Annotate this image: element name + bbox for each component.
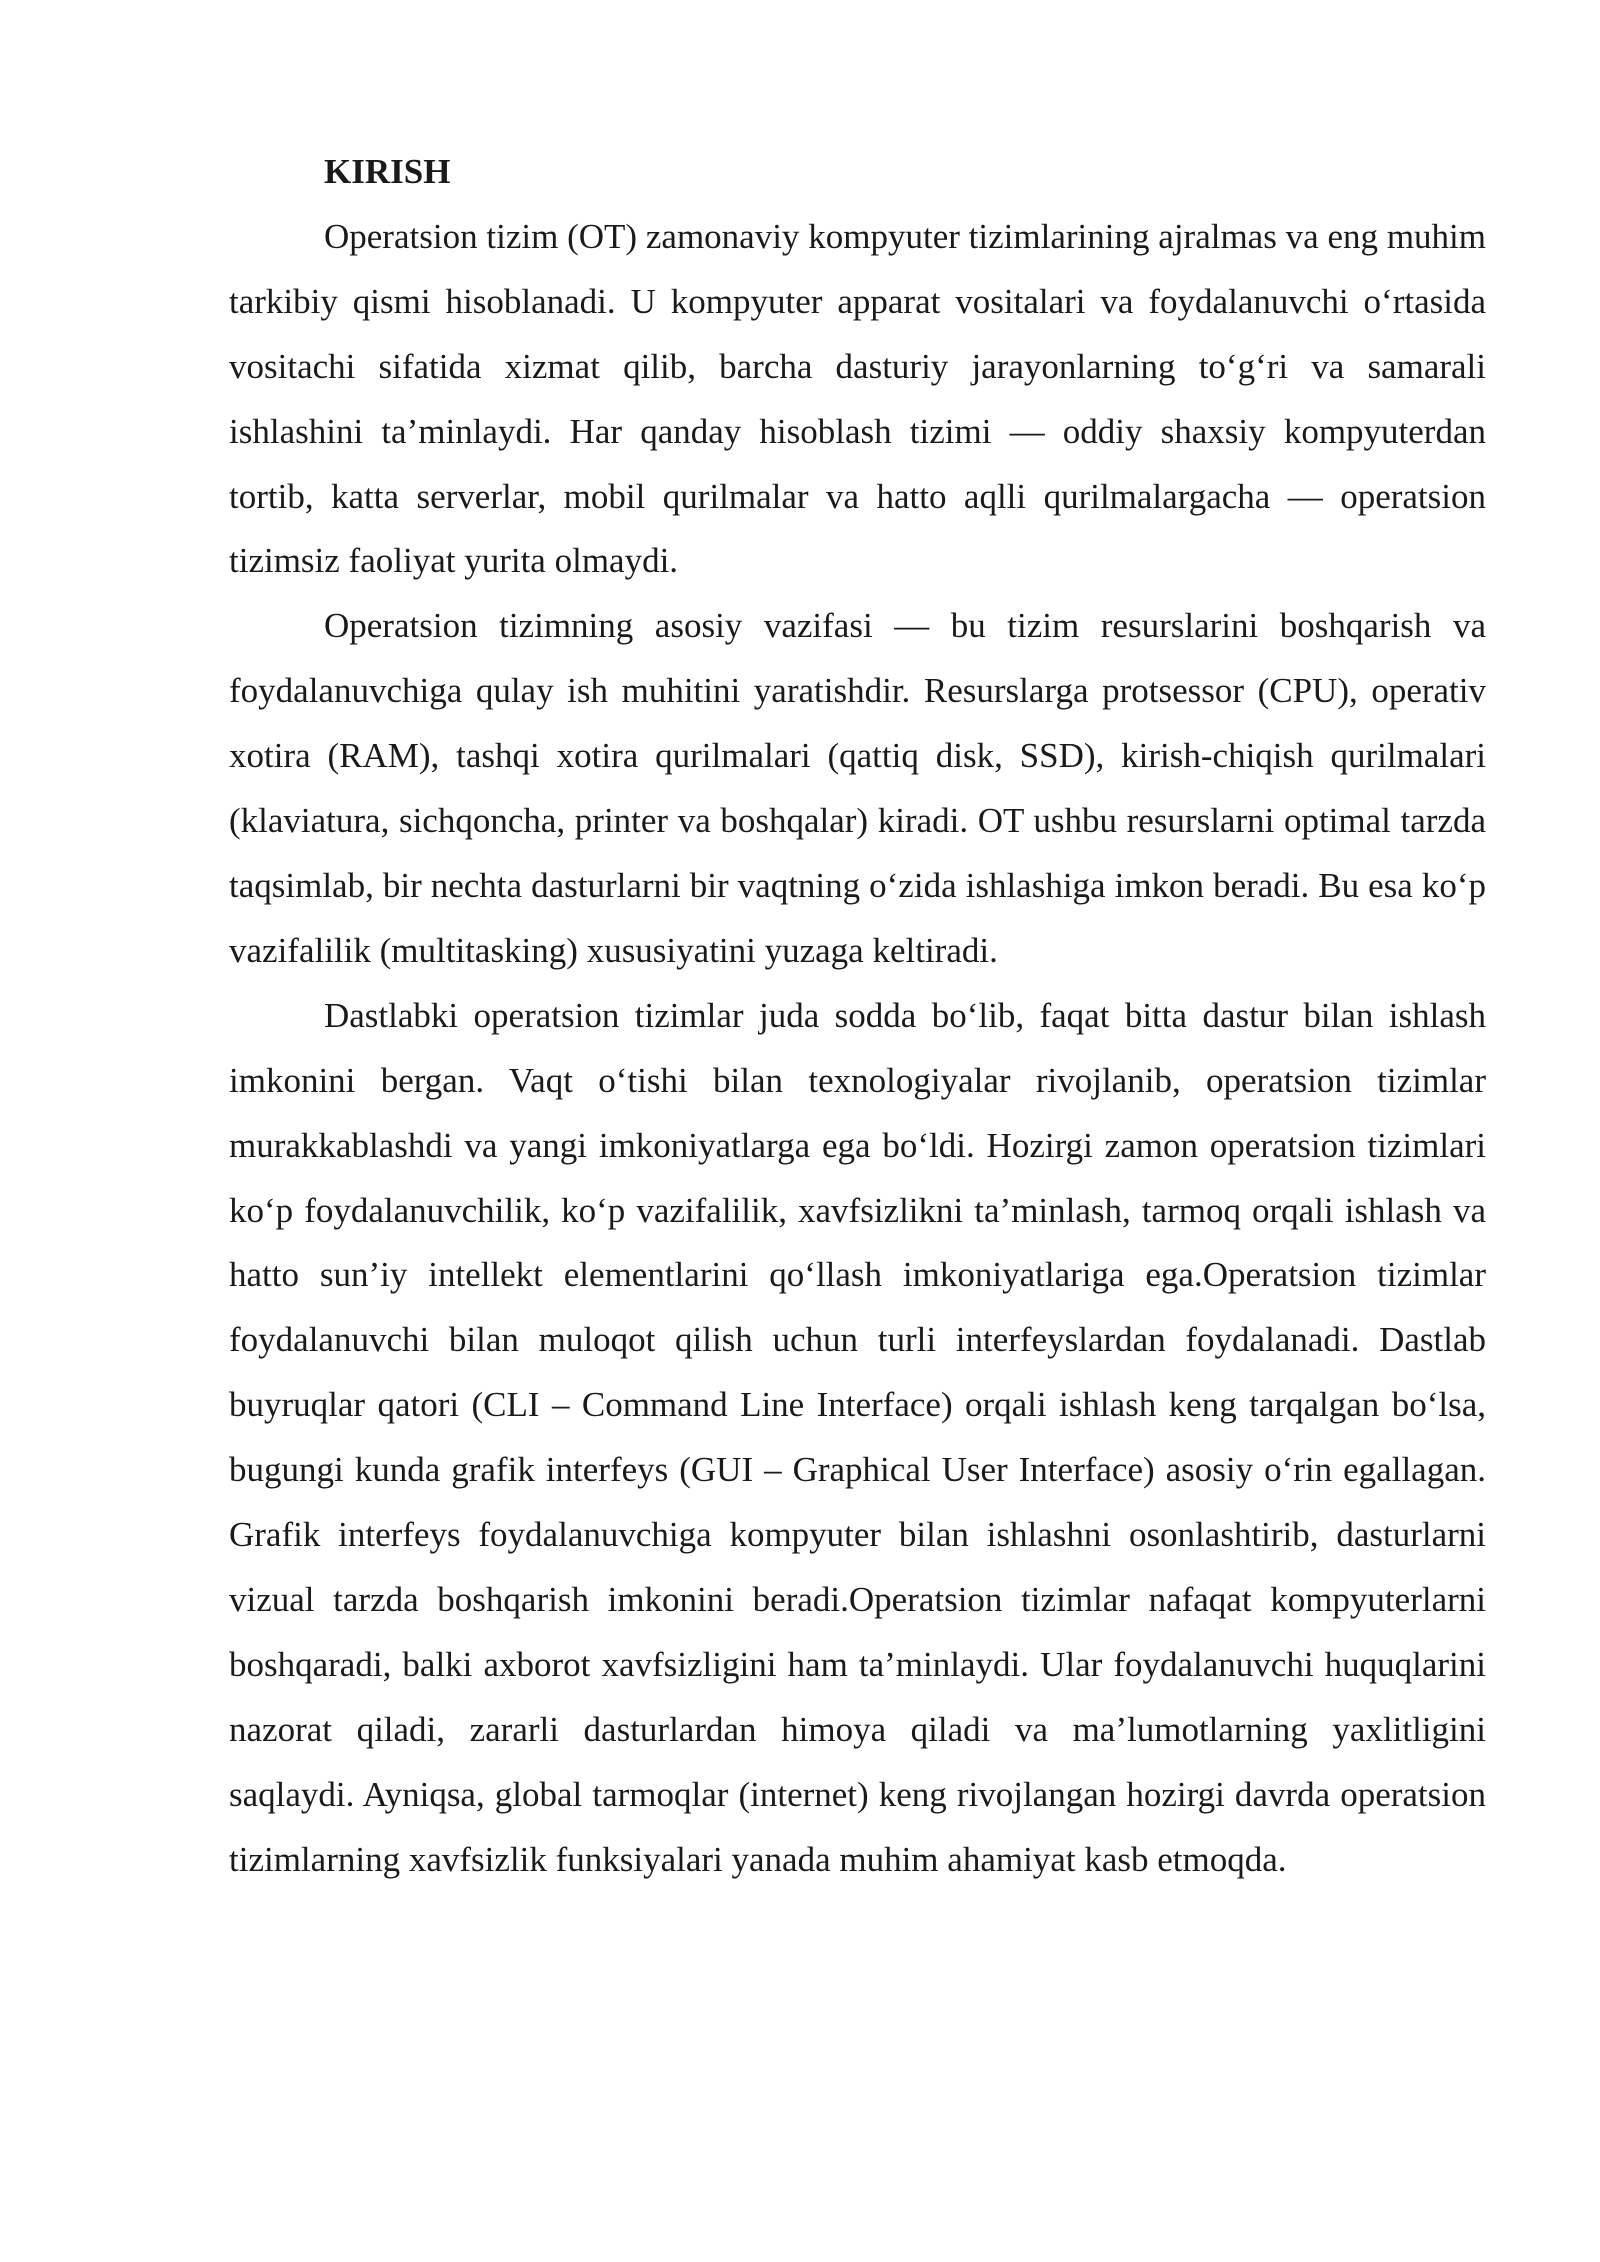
paragraph-3: Dastlabki operatsion tizimlar juda sodda bo‘lib, faqat bitta dastur bilan ishlash imkonini bergan. Vaqt o‘tishi bilan texnologiyalar rivojlanib, operatsion tizimlar murakkablashdi va yangi imkoniyatlarga ega bo‘ldi. Hozirgi zamon operatsion tizimlari ko‘p foydalanuvchilik, ko‘p vazifalilik, xavfsizlikni ta’minlash, tarmoq orqali ishlash va hatto sun’iy intellekt elementlarini qo‘llash imkoniyatlariga ega.Operatsion tizimlar foydalanuvchi bilan muloqot qilish uchun turli interfeyslardan foydalanadi. Dastlab buyruqlar qatori (CLI – Command Line Interface) orqali ishlash keng tarqalgan bo‘lsa, bugungi kunda grafik interfeys (GUI – Graphical User Interface) asosiy o‘rin egallagan. Grafik interfeys foydalanuvchiga kompyuter bilan ishlashni osonlashtirib, dasturlarni vizual tarzda boshqarish imkonini beradi.Operatsion tizimlar nafaqat kompyuterlarni boshqaradi, balki axborot xavfsizligini ham ta’minlaydi. Ular foydalanuvchi huquqlarini nazorat qiladi, zararli dasturlardan himoya qiladi va ma’lumotlarning yaxlitligini saqlaydi. Ayniqsa, global tarmoqlar (internet) keng rivojlangan hozirgi davrda operatsion tizimlarning xavfsizlik funksiyalari yanada muhim ahamiyat kasb etmoqda. [229, 995, 1486, 1879]
document-body [229, 140, 1486, 1892]
paragraph-1: Operatsion tizim (OT) zamonaviy kompyuter tizimlarining ajralmas va eng muhim tarkibiy qismi hisoblanadi. U kompyuter apparat vositalari va foydalanuvchi o‘rtasida vositachi sifatida xizmat qilib, barcha dasturiy jarayonlarning to‘g‘ri va samarali ishlashini ta’minlaydi. Har qanday hisoblash tizimi — oddiy shaxsiy kompyuterdan tortib, katta serverlar, mobil qurilmalar va hatto aqlli qurilmalargacha — operatsion tizimsiz faoliyat yurita olmaydi. [229, 216, 1486, 581]
paragraph-2: Operatsion tizimning asosiy vazifasi — bu tizim resurslarini boshqarish va foydalanuvchiga qulay ish muhitini yaratishdir. Resurslarga protsessor (CPU), operativ xotira (RAM), tashqi xotira qurilmalari (qattiq disk, SSD), kirish-chiqish qurilmalari (klaviatura, sichqoncha, printer va boshqalar) kiradi. OT ushbu resurslarni optimal tarzda taqsimlab, bir nechta dasturlarni bir vaqtning o‘zida ishlashiga imkon beradi. Bu esa ko‘p vazifalilik (multitasking) xususiyatini yuzaga keltiradi. [229, 606, 1486, 970]
section-heading: KIRISH [324, 152, 451, 191]
